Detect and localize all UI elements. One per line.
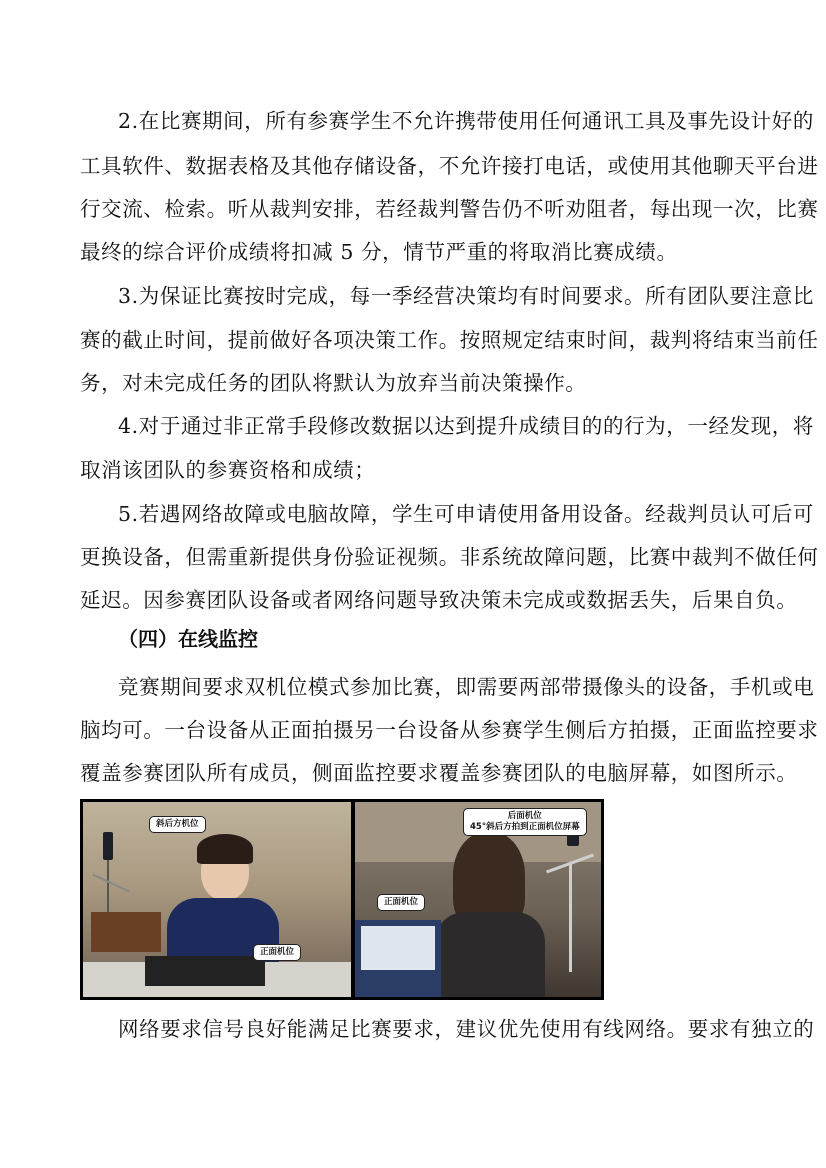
oblique-rear-camera-label: 斜后方机位 <box>149 816 206 833</box>
paragraph-3-line-3: 务，对未完成任务的团队将默认为放弃当前决策操作。 <box>80 371 587 395</box>
rear-view-photo <box>355 802 601 997</box>
monitor-paragraph-line-2: 脑均可。一台设备从正面拍摄另一台设备从参赛学生侧后方拍摄，正面监控要求 <box>80 718 819 742</box>
network-paragraph-line-1: 网络要求信号良好能满足比赛要求，建议优先使用有线网络。要求有独立的 <box>118 1017 815 1041</box>
paragraph-5-line-1: 5.若遇网络故障或电脑故障，学生可申请使用备用设备。经裁判员认可后可 <box>118 502 814 526</box>
section-heading-online-monitoring: （四）在线监控 <box>118 627 258 651</box>
paragraph-4-line-1: 4.对于通过非正常手段修改数据以达到提升成绩目的的行为，一经发现，将 <box>118 414 814 438</box>
paragraph-2-line-2: 工具软件、数据表格及其他存储设备，不允许接打电话，或使用其他聊天平台进 <box>80 154 819 178</box>
paragraph-5-line-2: 更换设备，但需重新提供身份验证视频。非系统故障问题，比赛中裁判不做任何 <box>80 545 819 569</box>
front-camera-label-left: 正面机位 <box>253 944 301 961</box>
paragraph-5-line-3: 延迟。因参赛团队设备或者网络问题导致决策未完成或数据丢失，后果自负。 <box>80 588 798 612</box>
paragraph-3-line-2: 赛的截止时间，提前做好各项决策工作。按照规定结束时间，裁判将结束当前任 <box>80 328 819 352</box>
rear-camera-label-desc: 45°斜后方拍到正面机位屏幕 <box>470 822 580 832</box>
monitor-paragraph-line-3: 覆盖参赛团队所有成员，侧面监控要求覆盖参赛团队的电脑屏幕，如图所示。 <box>80 761 798 785</box>
paragraph-2-line-3: 行交流、检索。听从裁判安排，若经裁判警告仍不听劝阻者，每出现一次，比赛 <box>80 197 819 221</box>
dual-camera-setup-figure <box>80 799 604 1000</box>
paragraph-2-line-4: 最终的综合评价成绩将扣减 5 分，情节严重的将取消比赛成绩。 <box>80 240 678 264</box>
front-camera-label-right: 正面机位 <box>377 894 425 911</box>
paragraph-4-line-2: 取消该团队的参赛资格和成绩； <box>80 458 376 482</box>
paragraph-2-line-1: 2.在比赛期间，所有参赛学生不允许携带使用任何通讯工具及事先设计好的 <box>118 109 814 133</box>
rear-camera-label-title: 后面机位 <box>507 811 542 821</box>
paragraph-3-line-1: 3.为保证比赛按时完成，每一季经营决策均有时间要求。所有团队要注意比 <box>118 284 814 308</box>
front-view-photo <box>83 802 351 997</box>
monitor-paragraph-line-1: 竞赛期间要求双机位模式参加比赛，即需要两部带摄像头的设备，手机或电 <box>118 675 815 699</box>
rear-camera-label <box>463 808 587 836</box>
